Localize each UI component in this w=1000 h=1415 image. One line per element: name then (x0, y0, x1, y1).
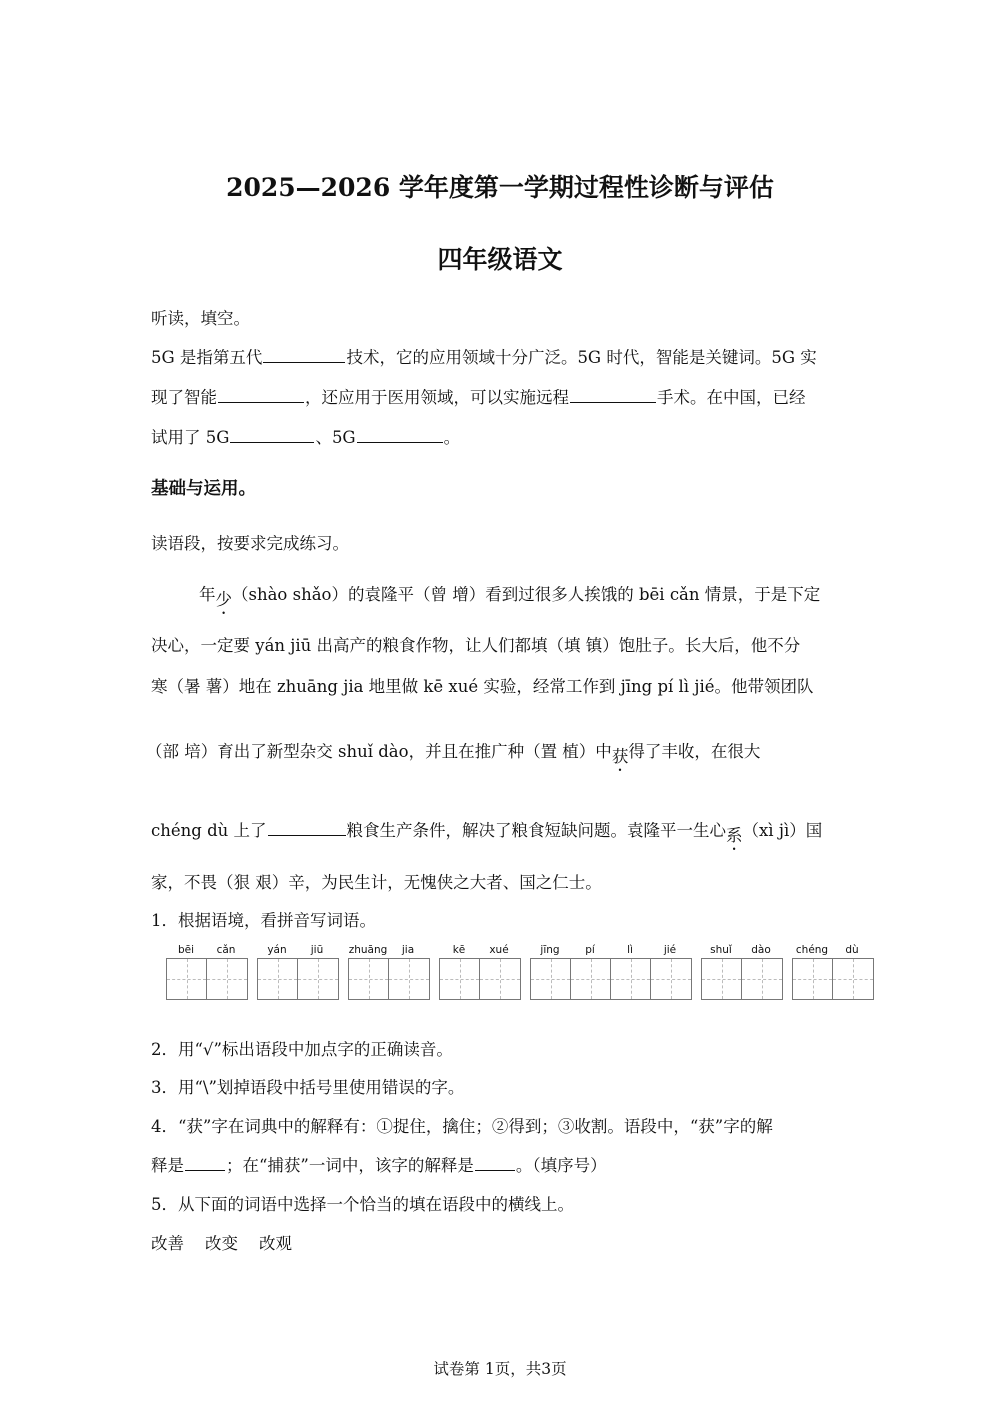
passage-line-1 (199, 581, 820, 613)
writing-cell[interactable] (651, 959, 691, 999)
text: 得了丰收，在很大 (628, 742, 761, 761)
writing-cell[interactable] (167, 959, 207, 999)
fill-blank[interactable] (230, 427, 314, 443)
writing-cell[interactable] (480, 959, 520, 999)
text: 。 (443, 428, 461, 447)
writing-boxes (439, 958, 521, 1000)
question-5: 5．从下面的词语中选择一个恰当的填在语段中的横线上。 (151, 1195, 574, 1214)
text: 释是 (151, 1156, 184, 1175)
pinyin-label: xué (489, 944, 509, 956)
writing-boxes (166, 958, 248, 1000)
pinyin-label: jīng (540, 944, 560, 956)
text: （xì jì）国 (742, 821, 823, 840)
writing-boxes (701, 958, 783, 1000)
listen-line-3 (151, 424, 460, 448)
pinyin-label: yán (267, 944, 287, 956)
text: 5G 是指第五代 (151, 348, 263, 367)
writing-cell[interactable] (742, 959, 782, 999)
fill-blank[interactable] (218, 387, 304, 403)
writing-cell[interactable] (833, 959, 873, 999)
text: 手术。在中国，已经 (657, 388, 806, 407)
page-footer: 试卷第 1页，共3页 (433, 1360, 567, 1378)
fill-blank[interactable] (570, 387, 656, 403)
text: chéng dù 上了 (151, 821, 267, 840)
basics-heading: 基础与运用。 (151, 479, 256, 499)
pinyin-label: jiū (310, 944, 324, 956)
word-option: 改善 (151, 1234, 184, 1253)
writing-cell[interactable] (531, 959, 571, 999)
dotted-char: 获 (611, 747, 629, 766)
listen-line-1 (151, 344, 817, 368)
writing-cell[interactable] (258, 959, 298, 999)
writing-cell[interactable] (702, 959, 742, 999)
writing-cell[interactable] (793, 959, 833, 999)
text: 、5G (315, 428, 356, 447)
writing-cell[interactable] (298, 959, 338, 999)
exam-title: 2025—2026 学年度第一学期过程性诊断与评估 (226, 173, 774, 202)
pinyin-label: jié (663, 944, 677, 956)
writing-boxes (257, 958, 339, 1000)
writing-cell[interactable] (611, 959, 651, 999)
word-option: 改观 (259, 1234, 292, 1253)
listen-line-2 (151, 384, 806, 408)
fill-blank[interactable] (357, 427, 443, 443)
text: ；在“捕获”一词中，该字的解释是 (226, 1156, 474, 1175)
pinyin-label: lì (627, 944, 633, 956)
pinyin-label: chéng (795, 944, 829, 956)
passage-line-3: 寒（暑 薯）地在 zhuāng jia 地里做 kē xué 实验，经常工作到 jīng pí lì jié。他带领团队 (151, 677, 814, 696)
question-2: 2．用“√”标出语段中加点字的正确读音。 (151, 1040, 453, 1059)
question-4-line-1: 4．“获”字在词典中的解释有：①捉住，擒住；②得到；③收割。语段中，“获”字的解 (151, 1117, 773, 1136)
writing-boxes (348, 958, 430, 1000)
writing-boxes (792, 958, 874, 1000)
writing-cell[interactable] (571, 959, 611, 999)
text: 现了智能 (151, 388, 217, 407)
pinyin-writing-grid (166, 944, 866, 1004)
word-option: 改变 (205, 1234, 238, 1253)
text: （shào shǎo）的袁隆平（曾 增）看到过很多人挨饿的 bēi cǎn 情景，于是下定 (232, 585, 821, 604)
passage-line-5 (151, 817, 822, 849)
text: ，还应用于医用领域，可以实施远程 (305, 388, 569, 407)
pinyin-label: bēi (177, 944, 195, 956)
pinyin-label: shuǐ (710, 944, 732, 956)
question-3: 3．用“\”划掉语段中括号里使用错误的字。 (151, 1078, 465, 1097)
writing-cell[interactable] (207, 959, 247, 999)
writing-cell[interactable] (389, 959, 429, 999)
text: 粮食生产条件，解决了粮食短缺问题。袁隆平一生心 (346, 821, 726, 840)
word-options (151, 1230, 292, 1254)
text: 技术，它的应用领域十分广泛。5G 时代，智能是关键词。5G 实 (346, 348, 817, 367)
fill-blank[interactable] (263, 347, 345, 363)
exam-subtitle: 四年级语文 (437, 245, 563, 274)
question-1: 1．根据语境，看拼音写词语。 (151, 911, 376, 930)
dotted-char: 系 (726, 826, 743, 845)
pinyin-label: jia (401, 944, 415, 956)
writing-boxes (530, 958, 692, 1000)
pinyin-label: pí (585, 944, 595, 956)
text: 。（填序号） (515, 1156, 607, 1175)
pinyin-label: zhuāng (348, 944, 388, 956)
text: 年 (199, 585, 216, 604)
passage-line-4 (146, 738, 760, 770)
text: （部 培）育出了新型杂交 shuǐ dào，并且在推广种（置 植）中 (146, 742, 612, 761)
pinyin-label: dào (751, 944, 771, 956)
text: 试用了 5G (151, 428, 230, 447)
pinyin-label: kē (452, 944, 466, 956)
fill-blank[interactable] (268, 820, 346, 836)
pinyin-label: cǎn (216, 944, 236, 956)
basics-instruction: 读语段，按要求完成练习。 (151, 534, 349, 553)
passage-line-6: 家，不畏（狠 艰）辛，为民生计，无愧侠之大者、国之仁士。 (151, 873, 602, 892)
writing-cell[interactable] (440, 959, 480, 999)
question-4-line-2 (151, 1152, 607, 1176)
pinyin-label: dù (845, 944, 859, 956)
fill-blank[interactable] (185, 1155, 225, 1171)
writing-cell[interactable] (349, 959, 389, 999)
dotted-char: 少 (215, 590, 232, 609)
listen-heading: 听读，填空。 (151, 309, 250, 328)
passage-line-2: 决心，一定要 yán jiū 出高产的粮食作物，让人们都填（填 镇）饱肚子。长大后，他不分 (151, 636, 801, 655)
fill-blank[interactable] (475, 1155, 515, 1171)
